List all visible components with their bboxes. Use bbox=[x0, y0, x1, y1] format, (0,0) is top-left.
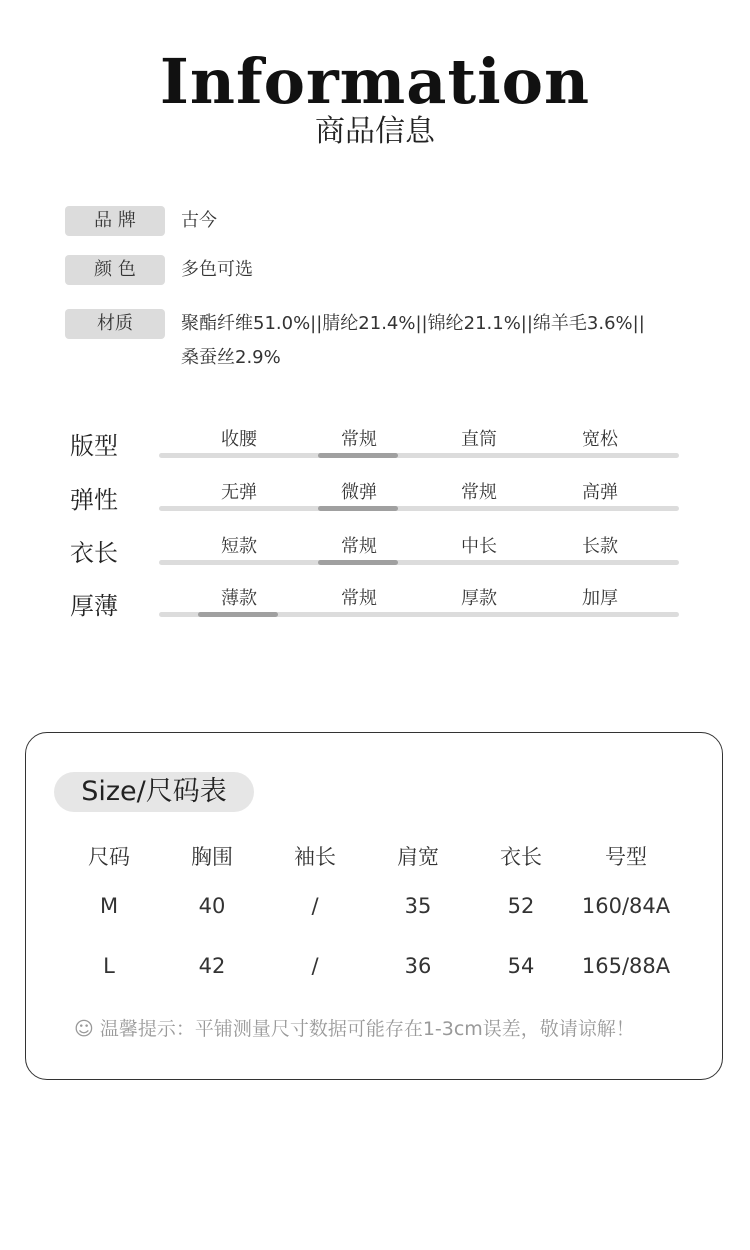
scale-option: 直筒 bbox=[461, 429, 497, 450]
scale-indicator bbox=[318, 506, 398, 511]
scale-indicator bbox=[318, 453, 398, 458]
scale-track bbox=[159, 560, 679, 565]
table-header-cell: 肩宽 bbox=[397, 845, 439, 869]
scale-option: 高弹 bbox=[582, 482, 618, 503]
table-cell: 35 bbox=[404, 894, 432, 918]
scale-track bbox=[159, 453, 679, 458]
scale-label: 厚薄 bbox=[70, 592, 118, 620]
scale-option: 无弹 bbox=[221, 482, 257, 503]
table-cell: M bbox=[99, 894, 119, 918]
scale-option: 常规 bbox=[341, 588, 377, 609]
table-cell: 165/88A bbox=[581, 954, 671, 978]
scale-option: 薄款 bbox=[221, 588, 257, 609]
scale-label: 衣长 bbox=[70, 539, 118, 567]
table-cell: 52 bbox=[507, 894, 535, 918]
attr-value-material-line2: 桑蚕丝2.9% bbox=[181, 347, 281, 368]
table-header-cell: 胸围 bbox=[191, 845, 233, 869]
size-chart-title: Size/尺码表 bbox=[54, 772, 254, 812]
table-cell: / bbox=[311, 954, 319, 978]
table-header-cell: 袖长 bbox=[294, 845, 336, 869]
scale-track bbox=[159, 612, 679, 617]
table-cell: / bbox=[311, 894, 319, 918]
attr-value-color: 多色可选 bbox=[181, 259, 253, 280]
size-chart-box bbox=[25, 732, 723, 1080]
table-cell: L bbox=[103, 954, 115, 978]
scale-track bbox=[159, 506, 679, 511]
attr-value-material-line1: 聚酯纤维51.0%||腈纶21.4%||锦纶21.1%||绵羊毛3.6%|| bbox=[181, 313, 645, 334]
table-cell: 54 bbox=[507, 954, 535, 978]
scale-option: 收腰 bbox=[221, 429, 257, 450]
scale-option: 常规 bbox=[341, 536, 377, 557]
scale-option: 微弹 bbox=[341, 482, 377, 503]
page-title-cn: 商品信息 bbox=[315, 114, 435, 149]
size-note-text: 温馨提示：平铺测量尺寸数据可能存在1-3cm误差，敬请谅解！ bbox=[99, 1018, 635, 1040]
scale-option: 长款 bbox=[582, 536, 618, 557]
scale-option: 常规 bbox=[461, 482, 497, 503]
scale-option: 加厚 bbox=[582, 588, 618, 609]
table-cell: 42 bbox=[198, 954, 226, 978]
table-header-cell: 衣长 bbox=[500, 845, 542, 869]
table-header-cell: 号型 bbox=[605, 845, 647, 869]
scale-indicator bbox=[318, 560, 398, 565]
scale-option: 常规 bbox=[341, 429, 377, 450]
attr-value-brand: 古今 bbox=[181, 210, 217, 231]
table-cell: 160/84A bbox=[581, 894, 671, 918]
table-cell: 40 bbox=[198, 894, 226, 918]
smiley-icon: ☺ bbox=[74, 1018, 94, 1040]
scale-option: 厚款 bbox=[461, 588, 497, 609]
table-header-cell: 尺码 bbox=[88, 845, 130, 869]
attr-label-brand: 品 牌 bbox=[65, 206, 165, 236]
page-title-en: Information bbox=[159, 45, 591, 118]
table-cell: 36 bbox=[404, 954, 432, 978]
size-note bbox=[74, 1015, 635, 1043]
attr-label-color: 颜 色 bbox=[65, 255, 165, 285]
scale-label: 版型 bbox=[70, 432, 118, 460]
scale-label: 弹性 bbox=[70, 486, 118, 514]
attr-label-material: 材质 bbox=[65, 309, 165, 339]
scale-option: 短款 bbox=[221, 536, 257, 557]
scale-option: 宽松 bbox=[582, 429, 618, 450]
scale-option: 中长 bbox=[461, 536, 497, 557]
scale-indicator bbox=[198, 612, 278, 617]
